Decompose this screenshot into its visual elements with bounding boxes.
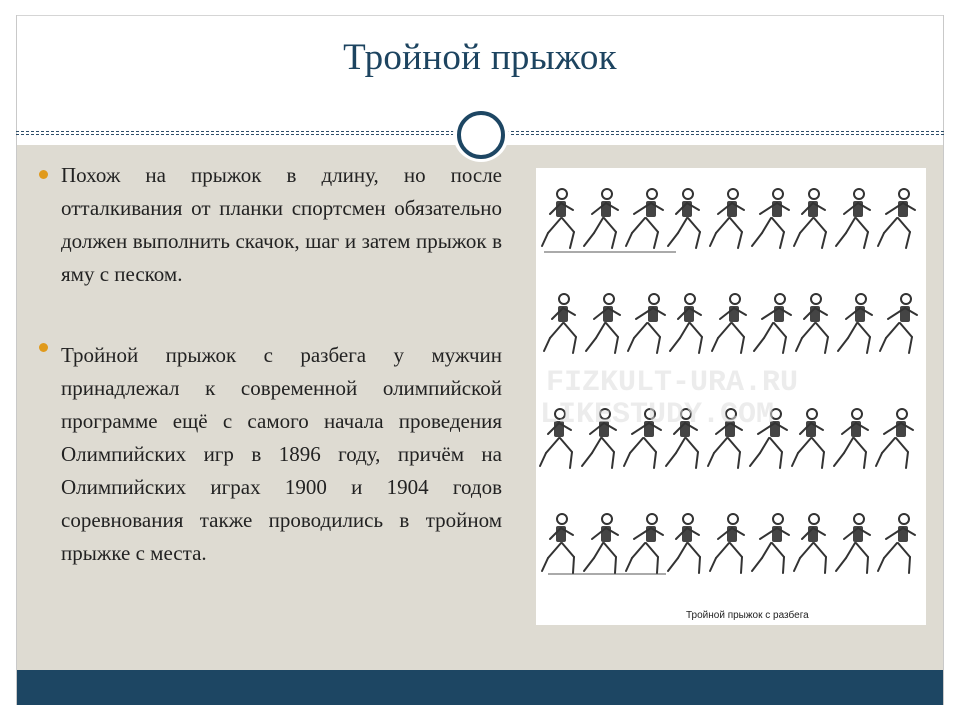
- athlete-sequence-drawing: [536, 168, 926, 625]
- athlete-figure: [712, 294, 746, 353]
- athlete-figure: [836, 189, 870, 248]
- triple-jump-illustration: [536, 168, 926, 625]
- athlete-figure: [880, 294, 917, 353]
- athlete-figure: [796, 294, 828, 353]
- athlete-figure: [752, 514, 789, 573]
- slide-title: Тройной прыжок: [343, 37, 617, 78]
- bullet-text-2: Тройной прыжок с разбега у мужчин принадлежал к современной олимпийской программе ещё с самого начала проведения Олимпийских игр в 1896 году, причём на Олимпийских играх 1900 и 1904 годов соревнования также проводились в тройном прыжке с места.: [61, 343, 502, 565]
- athlete-figure: [794, 189, 826, 248]
- athlete-figure: [834, 409, 868, 468]
- athlete-figure: [668, 189, 700, 248]
- slide-border-right: [943, 15, 944, 705]
- athlete-figure: [628, 294, 665, 353]
- athlete-figure: [626, 189, 663, 248]
- athlete-figure: [838, 294, 872, 353]
- athlete-figure: [754, 294, 791, 353]
- athlete-figure: [542, 514, 574, 573]
- athlete-figure: [626, 514, 663, 573]
- athlete-figure: [878, 514, 915, 573]
- athlete-figure: [710, 189, 744, 248]
- bullet-dot-icon: [39, 343, 48, 352]
- athlete-figure: [544, 294, 576, 353]
- figure-caption: Тройной прыжок с разбега: [686, 610, 809, 621]
- athlete-figure: [878, 189, 915, 248]
- athlete-figure: [668, 514, 700, 573]
- athlete-figure: [792, 409, 824, 468]
- watermark-text: FIZKULT-URA.RU: [546, 366, 799, 400]
- slide-border-top: [16, 15, 944, 16]
- bullet-dot-icon: [39, 170, 48, 179]
- athlete-figure: [710, 514, 744, 573]
- athlete-figure: [586, 294, 620, 353]
- divider-ring-icon: [457, 111, 505, 159]
- athlete-figure: [794, 514, 826, 573]
- athlete-figure: [584, 189, 618, 248]
- athlete-figure: [670, 294, 702, 353]
- athlete-figure: [542, 189, 574, 248]
- athlete-figure: [876, 409, 913, 468]
- footer-bar: [17, 670, 943, 705]
- athlete-figure: [836, 514, 870, 573]
- watermark-text: LIKESTUDY.COM: [540, 398, 775, 432]
- athlete-figure: [752, 189, 789, 248]
- athlete-figure: [584, 514, 618, 573]
- bullet-text-1: Похож на прыжок в длину, но после отталкивания от планки спортсмен обязательно должен выполнить скачок, шаг и затем прыжок в яму с песком.: [61, 163, 502, 286]
